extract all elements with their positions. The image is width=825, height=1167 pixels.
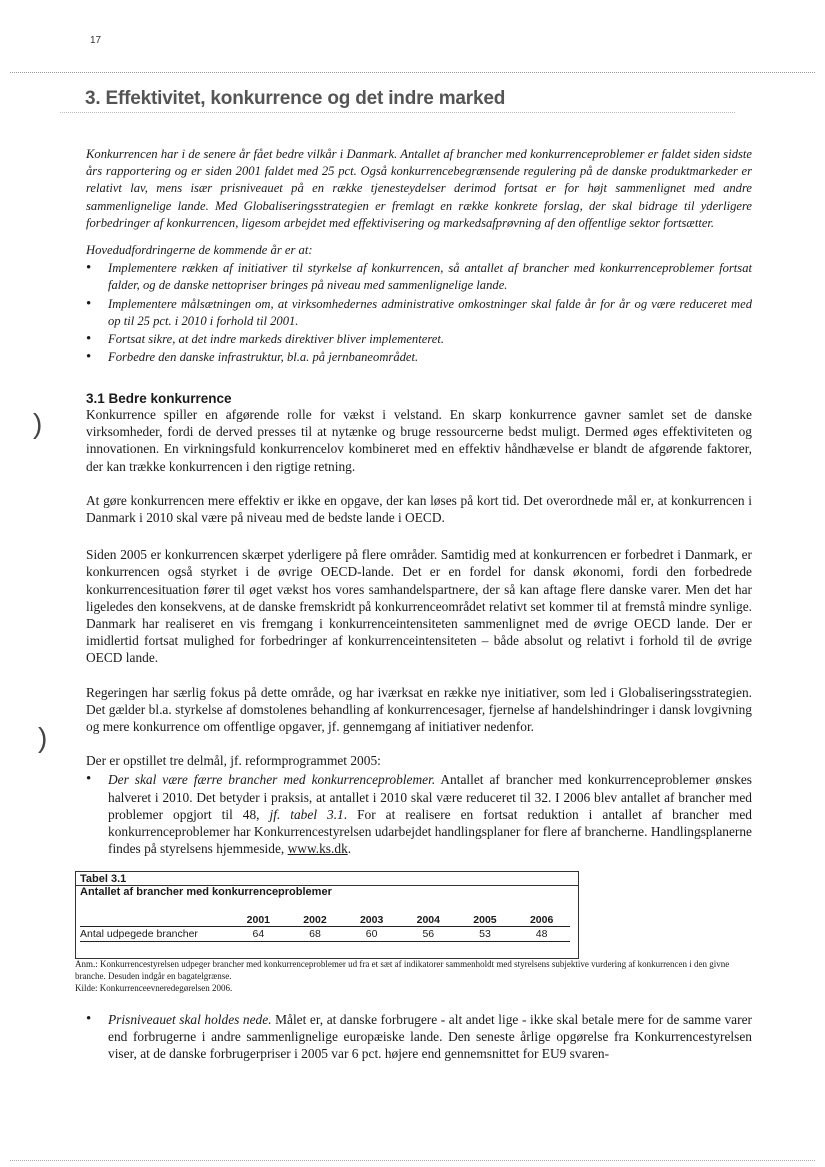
section-heading: 3.1 Bedre konkurrence <box>86 391 232 406</box>
challenge-item: • Implementere målsætningen om, at virksomhedernes administrative omkostninger skal falde år for år og være reduceret med op til 25 pct. i 2010 i forhold til 2001. <box>86 296 752 330</box>
year-cell: 2001 <box>230 913 287 927</box>
table-row <box>80 927 570 942</box>
year-cell: 2005 <box>457 913 514 927</box>
chapter-title: 3. Effektivitet, konkurrence og det indre marked <box>85 88 506 109</box>
paragraph: Siden 2005 er konkurrencen skærpet yderligere på flere områder. Samtidig med at konkurrencen er forbedret i Danmark, er konkurrencen også styrket i de øvrige OECD-lande. Det er en fordel for dansk økonomi, fordi den forbedrede konkurrencesituation fører til øget vækst hos vores samhandelspartnere, der så kan aftage flere danske varer. Men det har ligeledes den konsekvens, at de danske fremskridt på konkurrenceområdet relativt set kommer til at fremstå mindre synlige. Danmark har realiseret en vis fremgang i konkurrenceintensiteten sammenlignet med de øvrige OECD lande. Der er imidlertid fortsat mulighed for forbedringer af konkurrenceintensiteten – både absolut og relativt i forhold til de øvrige OECD lande. <box>86 547 752 666</box>
website-link[interactable]: www.ks.dk <box>287 841 348 857</box>
paragraph: Regeringen har særlig fokus på dette område, og har iværksat en række nye initiativer, som led i Globaliseringsstrategien. Det gælder bl.a. styrkelse af domstolenes behandling af konkurrencesager, fjernelse af handelshindringer i dansk lovgivning og mere konkurrence om offentlige opgaver, jf. gennemgang af initiativer nedenfor. <box>86 684 752 735</box>
paragraph: Konkurrence spiller en afgørende rolle for vækst i velstand. En skarp konkurrence gavner samlet set de danske virksomheder, fordi de derved presses til at nytænke og bruge ressourcerne bedst muligt. Dermed øges effektiviteten og innovationen. En virkningsfuld konkurrencelov kombineret med en effektiv håndhævelse er blandt de afgørende faktorer, der kan trække konkurrencen i den rigtige retning. <box>86 407 752 474</box>
value-cell: 60 <box>343 927 400 942</box>
intro-summary: Konkurrencen har i de senere år fået bedre vilkår i Danmark. Antallet af brancher med konkurrenceproblemer er faldet siden sidste års rapportering og er siden 2001 faldet med 25 pct. Også konkurrencebegrænsende regulering på de danske produktmarkeder er relativt lav, mens især prisniveauet på en række tjenesteydelser derimod fortsat er for højt sammenlignet med andre sammenlignelige lande. Med Globaliseringsstrategien er fremlagt en række konkrete forslag, der skal bidrage til yderligere forbedringer af konkurrencen, ligesom arbejdet med effektivisering og markedsafprøvning af den offentlige sektor fortsætter. <box>86 147 752 230</box>
table-reference: jf. tabel 3.1 <box>269 806 344 822</box>
year-cell: 2006 <box>513 913 570 927</box>
paragraph: At gøre konkurrencen mere effektiv er ikke en opgave, der kan løses på kort tid. Det overordnede mål er, at konkurrencen i Danmark i 2010 skal være på niveau med de bedste lande i OECD. <box>86 492 752 526</box>
goal-text: . <box>347 841 352 857</box>
year-cell: 2004 <box>400 913 457 927</box>
goal-text: . For at realisere en fortsat reduktion i antallet af brancher med konkurrenceproblemer har Konkurrencestyrelsen udarbejdet handlingsplaner for flere af brancherne. Handlingsplanerne findes på styrelsens hjemmeside, <box>108 806 752 857</box>
year-cell: 2003 <box>343 913 400 927</box>
table-3-1 <box>75 871 579 959</box>
challenges-lead: Hovedudfordringerne de kommende år er at: <box>86 243 313 257</box>
table-source: Kilde: Konkurrenceevneredegørelsen 2006. <box>75 983 233 993</box>
challenge-item: • Implementere rækken af initiativer til styrkelse af konkurrencen, så antallet af brancher med konkurrenceproblemer fortsat falder, og de danske nettopriser bringes på niveau med sammenlignelige lande. <box>86 260 752 294</box>
footer-rule <box>10 1160 815 1161</box>
value-cell: 68 <box>287 927 344 942</box>
value-cell: 53 <box>457 927 514 942</box>
value-cell: 56 <box>400 927 457 942</box>
goal-text: Målet er, at danske forbrugere - alt andet lige - ikke skal betale mere for de samme varer end forbrugerne i andre sammenlignelige europæiske lande. Den seneste årlige opgørelse fra Konkurrencestyrelsen viser, at de danske forbrugerpriser i 2005 var 6 pct. højere end gennemsnittet for EU9 svaren- <box>108 1012 752 1062</box>
body-text-continued <box>86 1011 752 1064</box>
header-cell <box>80 913 230 927</box>
goal-text: Antallet af brancher med konkurrenceproblemer ønskes halveret i 2010. Det betyder i praksis, at antallet i 2010 skal være reduceret til 32. I 2006 blev antallet af brancher med problemer opgjort til 48, <box>108 772 752 822</box>
year-cell: 2002 <box>287 913 344 927</box>
paragraph: Der er opstillet tre delmål, jf. reformprogrammet 2005: <box>86 753 381 769</box>
goal-item <box>86 1011 752 1063</box>
table-notes <box>75 958 755 994</box>
goal-item <box>86 771 752 857</box>
goals-list <box>86 771 752 857</box>
title-rule <box>60 112 735 113</box>
goals-list-continued <box>86 1011 752 1063</box>
goal-lead: Prisniveauet skal holdes nede. <box>108 1012 272 1027</box>
challenges-block <box>86 242 752 367</box>
challenge-item: • Fortsat sikre, at det indre markeds direktiver bliver implementeret. <box>86 331 752 348</box>
header-rule <box>10 72 815 73</box>
challenge-item: • Forbedre den danske infrastruktur, bl.a. på jernbaneområdet. <box>86 349 752 366</box>
body-text <box>86 406 752 858</box>
goal-lead: Der skal være færre brancher med konkurrenceproblemer. <box>108 772 436 788</box>
page-number: 17 <box>90 35 102 46</box>
table-note: Anm.: Konkurrencestyrelsen udpeger brancher med konkurrenceproblemer ud fra et sæt af indikatorer sammenholdt med styrelsens subjektive vurdering af konkurrencen i den givne branche. Desuden indgår en bagatelgrænse. <box>75 959 730 981</box>
binder-mark: ) <box>33 408 43 439</box>
binder-mark: ) <box>38 722 48 753</box>
row-label: Antal udpegede brancher <box>80 927 230 942</box>
challenges-list <box>86 260 752 366</box>
table-grid <box>80 913 570 942</box>
table-label: Tabel 3.1 <box>80 873 127 885</box>
value-cell: 48 <box>513 927 570 942</box>
table-header-row <box>80 913 570 927</box>
table-title: Antallet af brancher med konkurrenceproblemer <box>80 886 332 898</box>
value-cell: 64 <box>230 927 287 942</box>
